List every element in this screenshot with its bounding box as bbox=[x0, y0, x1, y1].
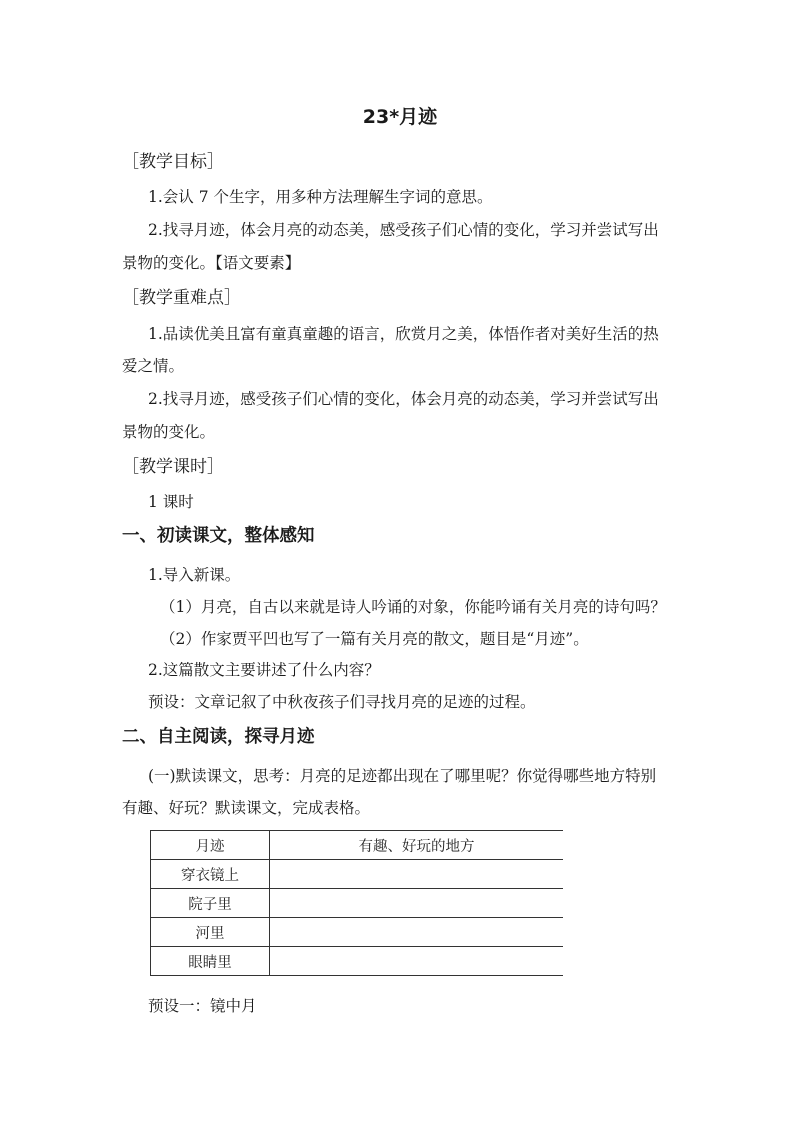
objective-1: 1.会认 7 个生字，用多种方法理解生字词的意思。 bbox=[148, 188, 493, 206]
table-row bbox=[151, 947, 564, 976]
objective-2-line-1: 2.找寻月迹，体会月亮的动态美，感受孩子们心情的变化，学习并尝试写出 bbox=[148, 221, 659, 239]
table-cell-location: 眼睛里 bbox=[151, 947, 270, 976]
keypoint-2-line-2: 景物的变化。 bbox=[122, 423, 216, 441]
part2-heading: 二、自主阅读，探寻月迹 bbox=[122, 727, 315, 747]
part1-item-1-q1: （1）月亮，自古以来就是诗人吟诵的对象，你能吟诵有关月亮的诗句吗？ bbox=[160, 598, 666, 616]
keypoints-heading: ［教学重难点］ bbox=[122, 288, 241, 308]
table-cell-location: 院子里 bbox=[151, 889, 270, 918]
keypoint-1-line-2: 爱之情。 bbox=[122, 357, 185, 375]
table-row bbox=[151, 860, 564, 889]
table-cell-location: 河里 bbox=[151, 918, 270, 947]
objectives-heading: ［教学目标］ bbox=[122, 152, 224, 172]
hours-heading: ［教学课时］ bbox=[122, 457, 224, 477]
table-cell-empty bbox=[270, 889, 564, 918]
table-row bbox=[151, 918, 564, 947]
table-cell-location: 穿衣镜上 bbox=[151, 860, 270, 889]
table-header-traces: 月迹 bbox=[151, 831, 270, 860]
objective-2-line-2: 景物的变化。【语文要素】 bbox=[122, 254, 301, 272]
page-title: 23*月迹 bbox=[362, 106, 438, 128]
part2-preset-1: 预设一：镜中月 bbox=[148, 997, 257, 1015]
part2-intro-line-2: 有趣、好玩？默读课文，完成表格。 bbox=[122, 799, 371, 817]
part1-item-1: 1.导入新课。 bbox=[148, 566, 241, 584]
part1-heading: 一、初读课文，整体感知 bbox=[122, 526, 315, 546]
table-cell-empty bbox=[270, 918, 564, 947]
part1-item-1-q2: （2）作家贾平凹也写了一篇有关月亮的散文，题目是“月迹”。 bbox=[160, 630, 589, 648]
keypoint-2-line-1: 2.找寻月迹，感受孩子们心情的变化，体会月亮的动态美，学习并尝试写出 bbox=[148, 390, 659, 408]
part1-item-2: 2.这篇散文主要讲述了什么内容？ bbox=[148, 661, 380, 679]
part1-item-2-preset: 预设：文章记叙了中秋夜孩子们寻找月亮的足迹的过程。 bbox=[148, 693, 536, 711]
part2-intro-line-1: (一)默读课文，思考：月亮的足迹都出现在了哪里呢？你觉得哪些地方特别 bbox=[148, 767, 657, 785]
table-header-row bbox=[151, 831, 564, 860]
table-header-interesting-places: 有趣、好玩的地方 bbox=[270, 831, 564, 860]
keypoint-1-line-1: 1.品读优美且富有童真童趣的语言，欣赏月之美，体悟作者对美好生活的热 bbox=[148, 325, 659, 343]
table-row bbox=[151, 889, 564, 918]
table-cell-empty bbox=[270, 947, 564, 976]
moon-traces-table bbox=[150, 830, 563, 976]
table-cell-empty bbox=[270, 860, 564, 889]
hours-value: 1 课时 bbox=[148, 493, 194, 511]
